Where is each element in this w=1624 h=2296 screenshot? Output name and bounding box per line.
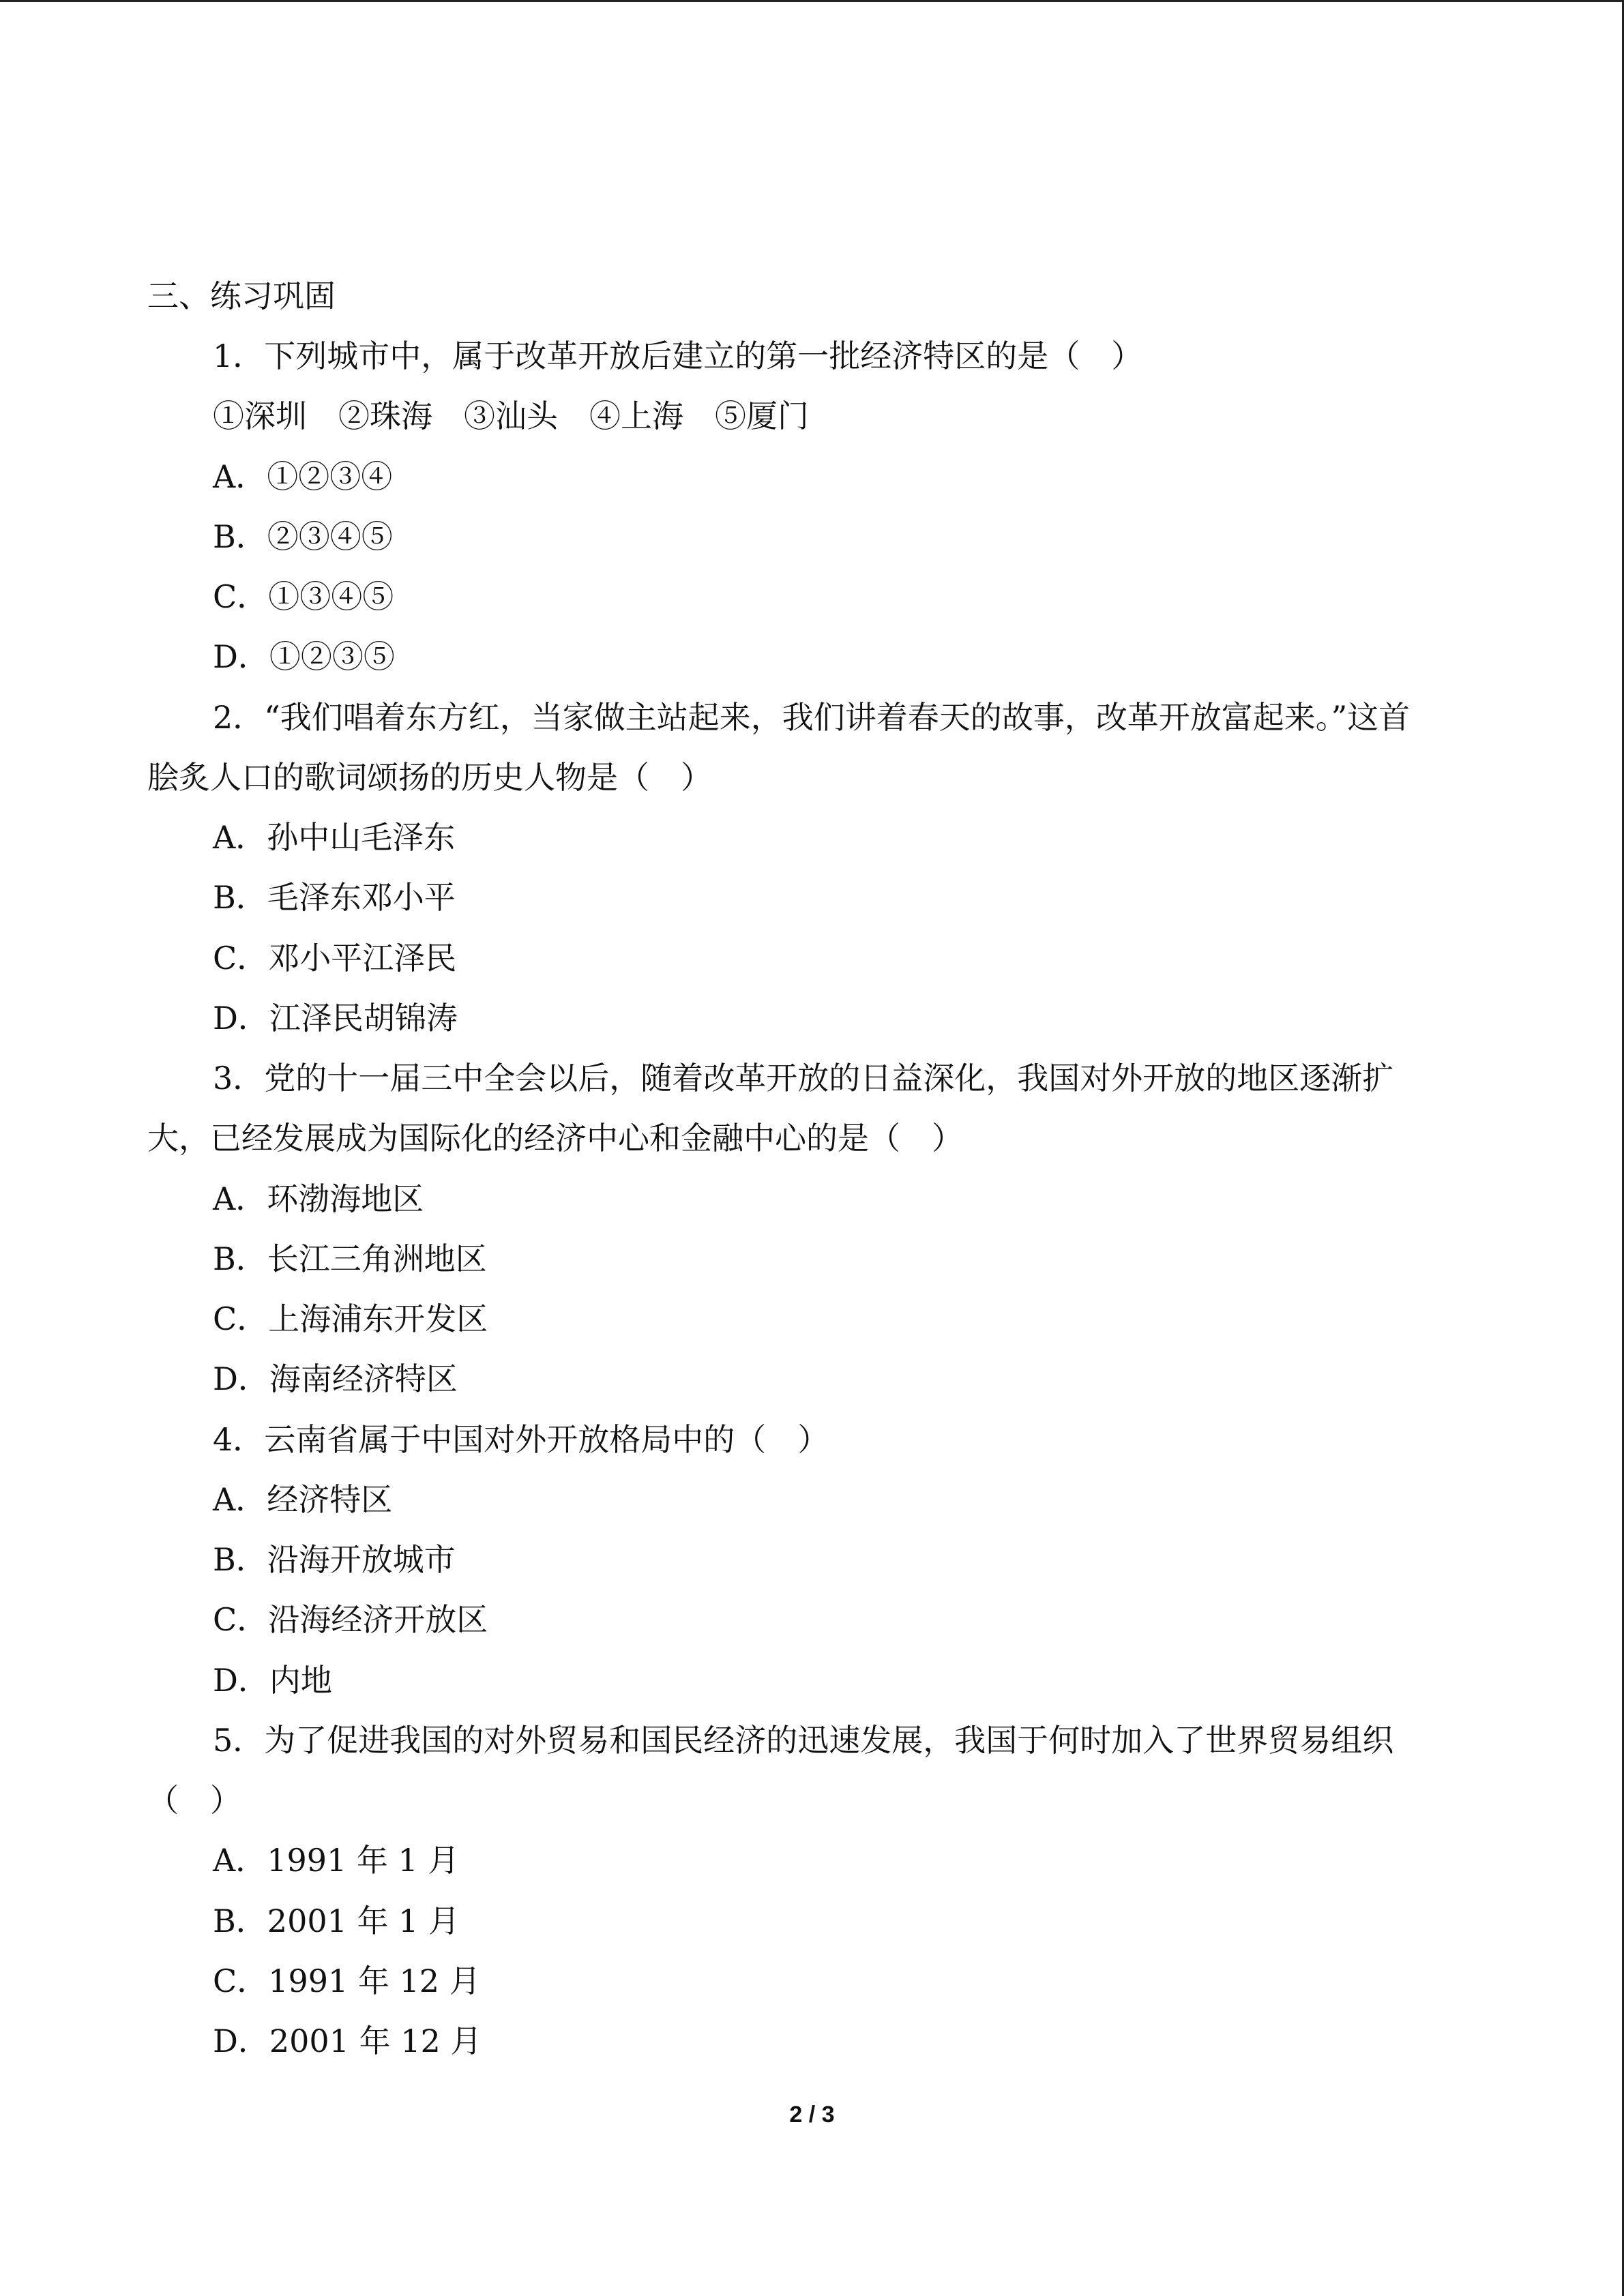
question-5-option-b: B．2001 年 1 月: [213, 1903, 460, 1939]
question-1-option-a: A．①②③④: [213, 458, 393, 495]
question-3-stem: 3．党的十一届三中全会以后，随着改革开放的日益深化，我国对外开放的地区逐渐扩: [213, 1060, 1394, 1097]
question-3-option-a: A．环渤海地区: [213, 1180, 424, 1217]
question-3-stem-cont: 大，已经发展成为国际化的经济中心和金融中心的是（ ）: [147, 1120, 963, 1157]
page-number: 2 / 3: [789, 2102, 835, 2128]
question-5-stem-cont: （ ）: [147, 1782, 241, 1819]
question-1-option-c: C．①③④⑤: [213, 578, 394, 615]
question-3-option-d: D．海南经济特区: [213, 1360, 458, 1397]
question-2-option-c: C．邓小平江泽民: [213, 940, 457, 976]
question-5-option-d: D．2001 年 12 月: [213, 2023, 482, 2059]
question-3-option-c: C．上海浦东开发区: [213, 1300, 488, 1337]
question-2-option-d: D．江泽民胡锦涛: [213, 1000, 458, 1037]
question-5-option-a: A．1991 年 1 月: [213, 1842, 460, 1879]
question-2-option-a: A．孙中山毛泽东: [213, 819, 456, 856]
question-5-option-c: C．1991 年 12 月: [213, 1963, 481, 1999]
question-1-city-list: ①深圳 ②珠海 ③汕头 ④上海 ⑤厦门: [213, 398, 809, 434]
question-5-stem: 5．为了促进我国的对外贸易和国民经济的迅速发展，我国于何时加入了世界贸易组织: [213, 1722, 1394, 1759]
question-2-stem-cont: 脍炙人口的歌词颂扬的历史人物是（ ）: [147, 759, 712, 796]
question-4-option-d: D．内地: [213, 1662, 332, 1699]
question-2-stem: 2．“我们唱着东方红，当家做主站起来，我们讲着春天的故事，改革开放富起来。”这首: [213, 699, 1411, 736]
question-4-option-b: B．沿海开放城市: [213, 1541, 456, 1578]
question-4-option-a: A．经济特区: [213, 1481, 393, 1518]
question-1-option-d: D．①②③⑤: [213, 638, 395, 675]
section-title: 三、练习巩固: [147, 278, 336, 314]
question-1-stem: 1．下列城市中，属于改革开放后建立的第一批经济特区的是（ ）: [213, 338, 1143, 374]
question-1-option-b: B．②③④⑤: [213, 518, 393, 555]
question-3-option-b: B．长江三角洲地区: [213, 1240, 487, 1277]
question-4-stem: 4．云南省属于中国对外开放格局中的（ ）: [213, 1421, 829, 1458]
question-4-option-c: C．沿海经济开放区: [213, 1601, 488, 1638]
question-2-option-b: B．毛泽东邓小平: [213, 879, 456, 916]
